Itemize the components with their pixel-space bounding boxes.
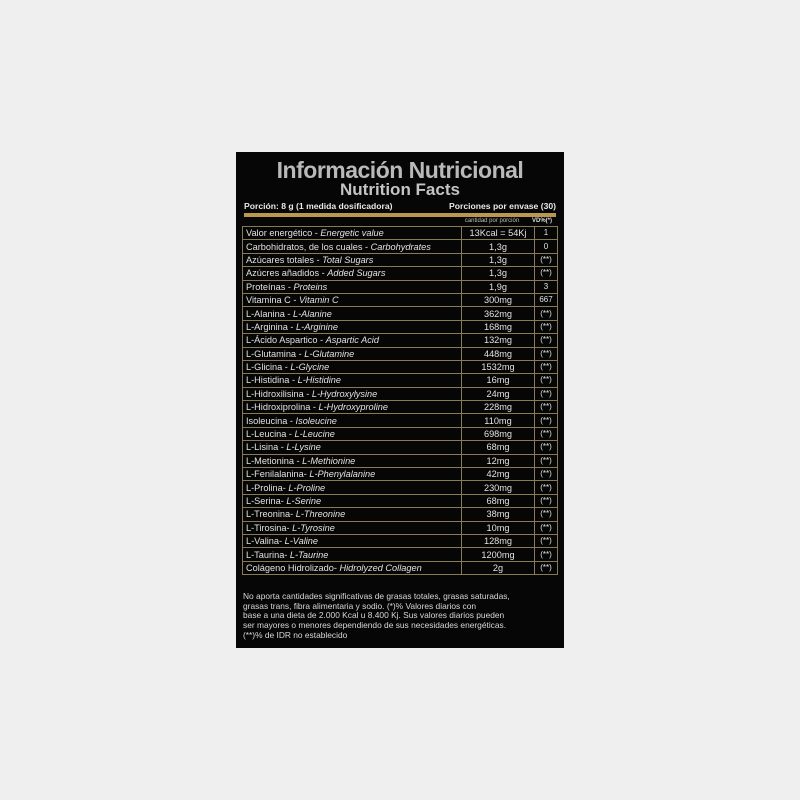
nutrient-quantity: 362mg [462,307,535,320]
nutrient-name [243,293,462,306]
nutrient-vd: (**) [535,521,558,534]
nutrient-name-es: L-Lisina - [246,442,287,453]
nutrient-name [243,454,462,467]
table-row [243,240,558,253]
nutrient-vd: (**) [535,414,558,427]
nutrient-name-en: L-Lysine [286,442,321,453]
nutrient-vd: (**) [535,253,558,266]
footer-line: base a una dieta de 2.000 Kcal u 8.400 Kj. Sus valores diarios pueden [243,610,505,621]
nutrient-quantity: 68mg [462,494,535,507]
nutrient-quantity: 2g [462,561,535,574]
nutrient-vd: (**) [535,508,558,521]
nutrient-vd: (**) [535,387,558,400]
nutrient-vd: (**) [535,307,558,320]
nutrient-quantity: 448mg [462,347,535,360]
nutrient-name [243,334,462,347]
footer-line: No aporta cantidades significativas de grasas totales, grasas saturadas, [243,591,510,602]
nutrient-name [243,347,462,360]
nutrient-vd: (**) [535,360,558,373]
table-row [243,561,558,574]
nutrient-name [243,360,462,373]
nutrient-name-en: L-Methionine [302,455,356,466]
column-headers [242,217,558,226]
nutrient-name-es: Valor energético - [246,228,321,239]
nutrient-vd: (**) [535,561,558,574]
nutrient-quantity: 68mg [462,441,535,454]
nutrient-name [243,401,462,414]
nutrient-name [243,534,462,547]
table-row [243,253,558,266]
nutrient-quantity: 12mg [462,454,535,467]
table-row [243,280,558,293]
table-row [243,521,558,534]
nutrient-vd: (**) [535,267,558,280]
nutrient-quantity: 110mg [462,414,535,427]
nutrient-name [243,441,462,454]
table-row [243,374,558,387]
nutrient-name-en: Carbohydrates [370,241,431,252]
nutrient-name-es: L-Alanina - [246,308,293,319]
nutrient-vd: (**) [535,427,558,440]
serving-info [242,201,558,212]
nutrient-quantity: 10mg [462,521,535,534]
nutrient-name-en: L-Threonine [295,509,346,520]
nutrient-quantity: 42mg [462,468,535,481]
nutrient-vd: (**) [535,374,558,387]
table-row [243,468,558,481]
nutrient-quantity: 1532mg [462,360,535,373]
table-row [243,401,558,414]
nutrient-name-en: L-Glycine [290,362,330,373]
nutrient-name-en: Vitamin C [298,295,339,306]
nutrient-name-es: L-Metionina - [246,455,303,466]
nutrient-name-es: Isoleucina - [246,415,296,426]
nutrient-vd: 3 [535,280,558,293]
table-row [243,293,558,306]
label-subtitle: Nutrition Facts [340,180,460,199]
table-row [243,320,558,333]
table-row [243,494,558,507]
nutrient-name-en: L-Proline [288,482,326,493]
nutrient-name-en: Isoleucine [295,415,337,426]
nutrient-vd: (**) [535,441,558,454]
nutrient-name [243,548,462,561]
table-row [243,360,558,373]
nutrient-name-en: L-Leucine [294,429,335,440]
nutrient-quantity: 24mg [462,387,535,400]
nutrient-name [243,387,462,400]
label-title: Información Nutricional [276,157,524,183]
table-row [243,387,558,400]
nutrient-name [243,307,462,320]
nutrient-name-en: Proteins [293,281,328,292]
column-vd-header: VD%(*) [531,218,552,224]
nutrient-name-en: Added Sugars [327,268,386,279]
nutrient-name-es: Proteínas - [246,281,294,292]
nutrient-name-es: L-Glutamina - [246,348,305,359]
nutrient-name [243,253,462,266]
nutrition-label [236,152,564,648]
nutrient-name-en: Aspartic Acid [325,335,379,346]
nutrient-name-en: Energetic value [320,228,384,239]
table-row [243,441,558,454]
nutrient-name-en: L-Alanine [292,308,332,319]
nutrient-name-es: Colágeno Hidrolizado- [246,562,340,573]
table-row [243,334,558,347]
nutrient-name-en: L-Glutamine [304,348,355,359]
table-row [243,548,558,561]
nutrient-name-es: L-Hidroxiprolina - [246,402,319,413]
nutrient-name [243,481,462,494]
nutrient-quantity: 698mg [462,427,535,440]
nutrient-name-es: L-Histidina - [246,375,298,386]
nutrient-name-es: L-Taurina- [246,549,290,560]
nutrient-name-en: L-Serine [286,496,322,506]
nutrient-name-en: Hidrolyzed Collagen [339,562,422,573]
nutrient-name [243,508,462,521]
column-quantity-header: cantidad por porción [464,218,520,224]
serving-size: Porción: 8 g (1 medida dosificadora) [244,201,393,211]
nutrient-name-es: Azúcres añadidos - [246,268,328,279]
nutrient-name [243,240,462,253]
nutrient-quantity: 228mg [462,401,535,414]
footer-line: (**)% de IDR no establecido [243,629,348,640]
nutrient-name-es: L-Hidroxilisina - [246,388,312,399]
nutrient-name [243,468,462,481]
nutrient-name-es: L-Glicina - [246,362,291,373]
nutrient-name [243,427,462,440]
nutrient-table [242,226,558,575]
table-row [243,508,558,521]
nutrient-name-en: L-Valine [284,536,319,547]
nutrient-vd: 667 [535,293,558,306]
nutrient-vd: (**) [535,494,558,507]
table-row [243,454,558,467]
nutrient-quantity: 1,3g [462,267,535,280]
nutrient-name [243,374,462,387]
nutrient-name-es: L-Fenilalanina- [246,469,310,480]
nutrient-name [243,320,462,333]
nutrient-name [243,267,462,280]
nutrient-name-es: L-Prolina- [246,482,289,493]
table-row [243,267,558,280]
table-row [243,347,558,360]
nutrient-quantity: 230mg [462,481,535,494]
nutrient-vd: (**) [535,347,558,360]
nutrient-vd: (**) [535,468,558,481]
nutrient-vd: (**) [535,320,558,333]
nutrient-vd: (**) [535,334,558,347]
table-row [243,534,558,547]
nutrient-name-en: L-Tyrosine [292,522,335,533]
nutrient-quantity: 38mg [462,508,535,521]
table-row [243,427,558,440]
nutrient-quantity: 1,3g [462,240,535,253]
nutrient-vd: 1 [535,227,558,240]
nutrient-name [243,494,462,507]
nutrient-vd: (**) [535,454,558,467]
servings-per-container: Porciones por envase (30) [449,201,556,211]
nutrient-vd: (**) [535,534,558,547]
nutrient-name-es: L-Tirosina- [246,522,293,533]
nutrient-name [243,280,462,293]
nutrient-quantity: 300mg [462,293,535,306]
nutrient-quantity: 16mg [462,374,535,387]
nutrient-name-en: L-Phenylalanine [309,469,376,480]
footer-line: grasas trans, fibra alimentaria y sodio. (*)% Valores diarios con [243,600,477,611]
nutrient-quantity: 132mg [462,334,535,347]
table-row [243,481,558,494]
nutrient-name [243,227,462,240]
nutrient-name-es: L-Leucina - [246,429,295,440]
table-row [243,307,558,320]
footer-line: ser mayores o menores dependiendo de sus necesidades energéticas. [243,619,507,630]
nutrient-quantity: 1200mg [462,548,535,561]
nutrient-vd: 0 [535,240,558,253]
nutrient-vd: (**) [535,481,558,494]
nutrient-name [243,561,462,574]
nutrient-quantity: 1,9g [462,280,535,293]
table-row [243,227,558,240]
nutrient-name-es: L-Treonina- [246,509,296,520]
nutrient-name-en: L-Arginine [296,321,338,332]
nutrient-name-es: L-Ácido Aspartico - [246,335,326,346]
table-row [243,414,558,427]
nutrient-name-es: Azúcares totales - [246,254,323,265]
nutrient-name-en: L-Hydroxylysine [311,388,378,399]
nutrient-quantity: 168mg [462,320,535,333]
nutrient-name-en: Total Sugars [322,254,374,265]
nutrient-name-es: L-Serina- [246,496,287,506]
nutrient-name-en: L-Taurine [289,549,329,560]
nutrient-name-es: L-Arginina - [246,321,297,332]
nutrient-quantity: 128mg [462,534,535,547]
nutrient-quantity: 1,3g [462,253,535,266]
nutrient-name-en: L-Hydroxyproline [318,402,388,413]
nutrient-quantity: 13Kcal = 54Kj [462,227,535,240]
nutrient-name-en: L-Histidine [297,375,341,386]
nutrient-name [243,521,462,534]
nutrient-name-es: L-Valina- [246,536,285,547]
nutrient-vd: (**) [535,401,558,414]
footer-note [242,592,558,640]
nutrient-name [243,414,462,427]
nutrient-name-es: Carbohidratos, de los cuales - [246,241,371,252]
nutrient-vd: (**) [535,548,558,561]
nutrient-name-es: Vitamina C - [246,295,299,306]
